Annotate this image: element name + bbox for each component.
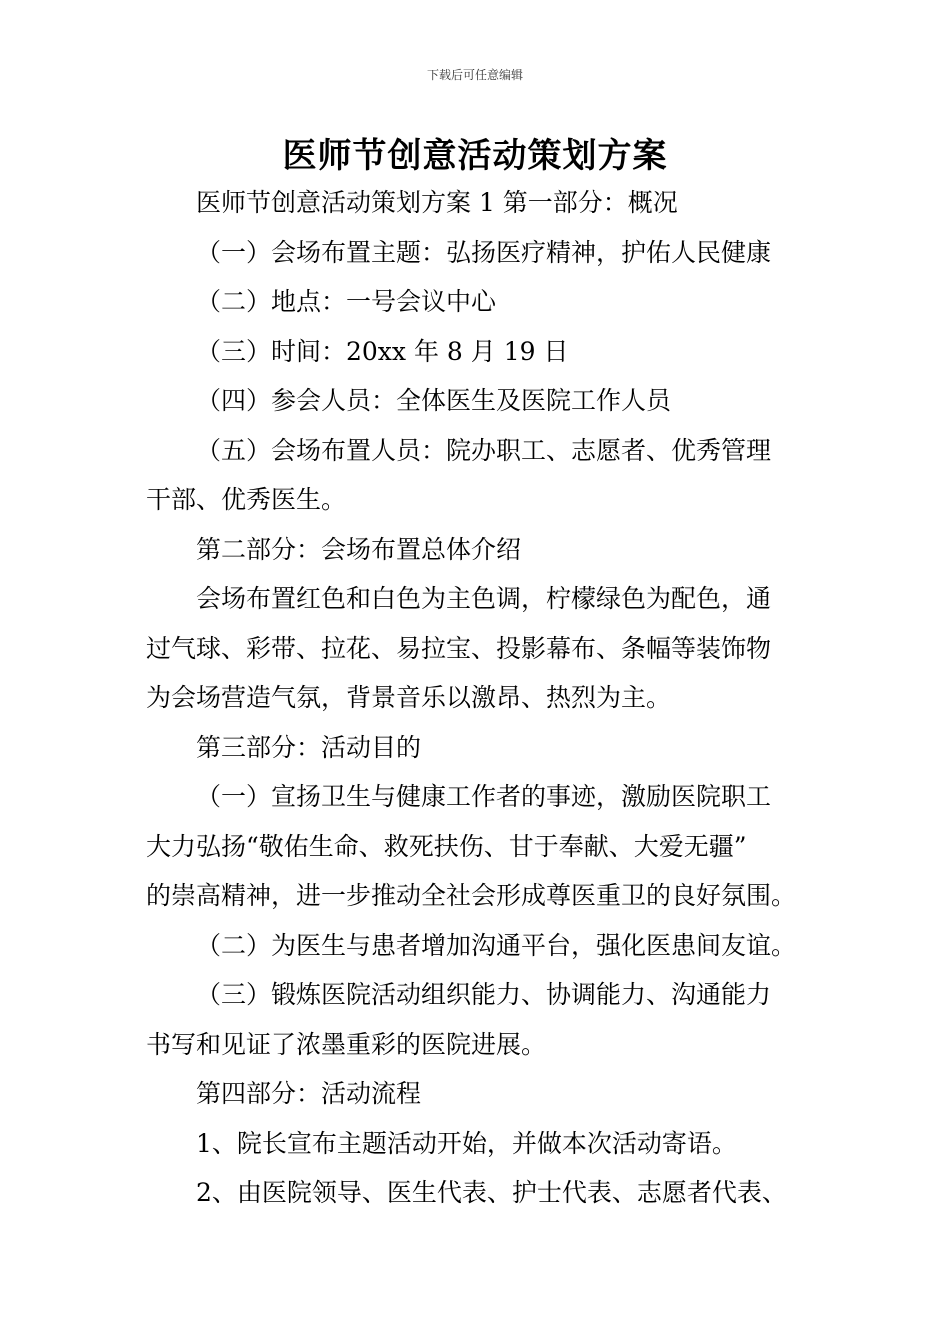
process-step-2: 2、由医院领导、医生代表、护士代表、志愿者代表、 <box>196 1178 787 1207</box>
purpose-one-line: （一）宣扬卫生与健康工作者的事迹，激励医院职工 <box>196 782 772 811</box>
part-three-heading: 第三部分：活动目的 <box>196 732 422 762</box>
theme-line: （一）会场布置主题：弘扬医疗精神，护佑人民健康 <box>196 237 772 267</box>
purpose-three-line: 书写和见证了浓墨重彩的医院进展。 <box>146 1029 547 1059</box>
staff-line: （五）会场布置人员：院办职工、志愿者、优秀管理 <box>196 435 772 465</box>
process-step-1: 1、院长宣布主题活动开始，并做本次活动寄语。 <box>196 1128 737 1158</box>
purpose-one-line: 的崇高精神，进一步推动全社会形成尊医重卫的良好氛围。 <box>146 881 797 910</box>
purpose-one-line: 大力弘扬“敬佑生命、救死扶伤、甘于奉献、大爱无疆” <box>146 831 747 861</box>
part-four-heading: 第四部分：活动流程 <box>196 1079 422 1108</box>
purpose-three-line: （三）锻炼医院活动组织能力、协调能力、沟通能力 <box>196 980 772 1009</box>
document-title: 医师节创意活动策划方案 <box>282 136 668 176</box>
location-line: （二）地点：一号会议中心 <box>196 287 497 316</box>
document-body <box>146 178 808 1218</box>
purpose-two-line: （二）为医生与患者增加沟通平台，强化医患间友谊。 <box>196 930 797 960</box>
overview-heading: 医师节创意活动策划方案 1 第一部分：概况 <box>196 188 678 217</box>
decor-paragraph-line: 为会场营造气氛，背景音乐以激昂、热烈为主。 <box>146 683 672 712</box>
attendees-line: （四）参会人员：全体医生及医院工作人员 <box>196 386 672 415</box>
time-line: （三）时间：20xx 年 8 月 19 日 <box>196 336 569 366</box>
decor-paragraph-line: 过气球、彩带、拉花、易拉宝、投影幕布、条幅等装饰物 <box>146 633 772 663</box>
staff-line-continued: 干部、优秀医生。 <box>146 485 347 514</box>
page-header-note: 下载后可任意编辑 <box>426 68 523 82</box>
decor-paragraph-line: 会场布置红色和白色为主色调，柠檬绿色为配色，通 <box>196 584 772 613</box>
part-two-heading: 第二部分：会场布置总体介绍 <box>196 534 522 564</box>
